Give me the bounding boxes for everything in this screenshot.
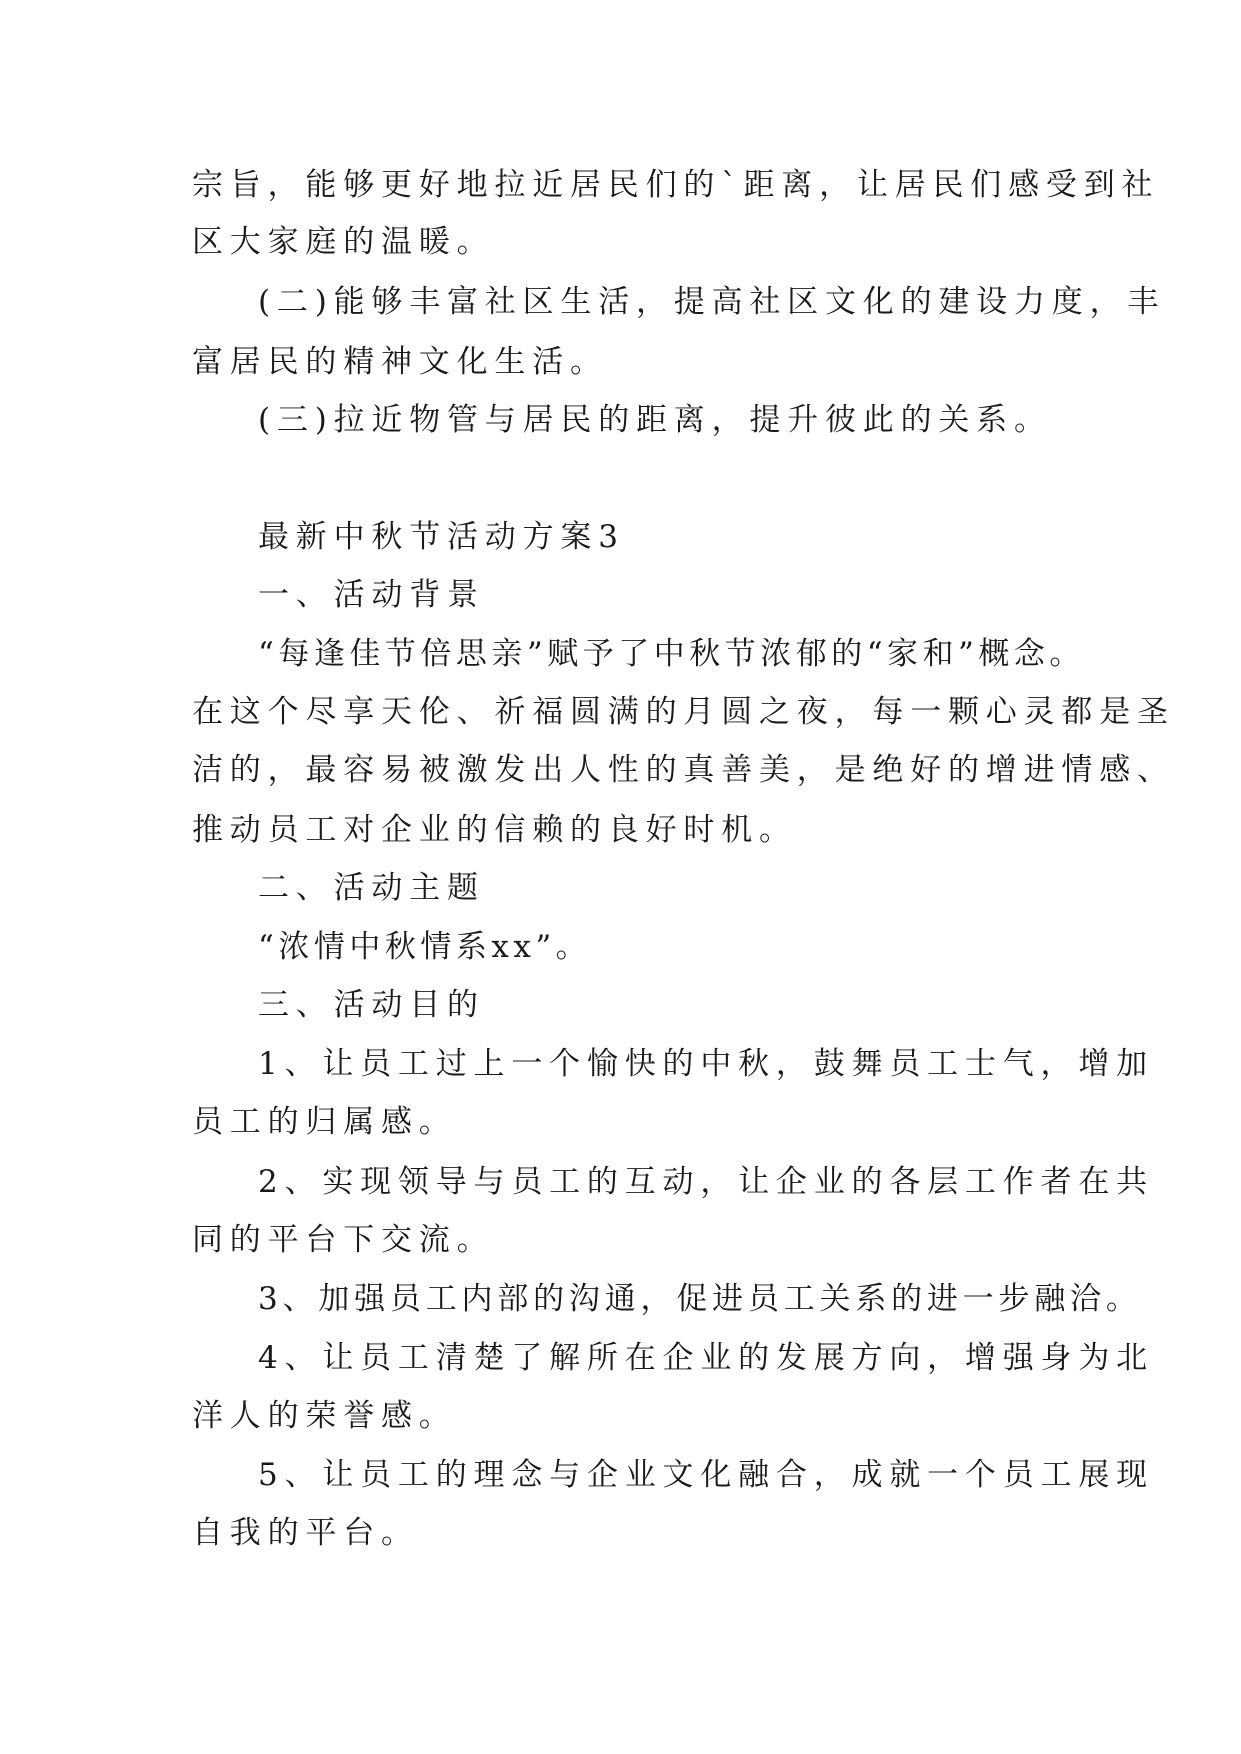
text-line: “浓情中秋情系xx”。 <box>258 929 592 965</box>
list-item: 3、加强员工内部的沟通，促进员工关系的进一步融洽。 <box>258 1281 1142 1317</box>
list-item: 1、让员工过上一个愉快的中秋，鼓舞员工士气，增加 <box>258 1046 1154 1082</box>
text-line: 在这个尽享天伦、祈福圆满的月圆之夜，每一颗心灵都是圣 <box>192 694 1175 730</box>
list-item-continuation: 自我的平台。 <box>192 1515 419 1551</box>
list-item: 4、让员工清楚了解所在企业的发展方向，增强身为北 <box>258 1340 1154 1376</box>
subsection-heading: 一、活动背景 <box>258 577 485 613</box>
section-heading: 最新中秋节活动方案3 <box>258 519 625 555</box>
list-item: 5、让员工的理念与企业文化融合，成就一个员工展现 <box>258 1457 1154 1493</box>
text-line: “每逢佳节倍思亲”赋予了中秋节浓郁的“家和”概念。 <box>258 636 1085 672</box>
subsection-heading: 二、活动主题 <box>258 870 485 906</box>
text-line: 区大家庭的温暖。 <box>192 224 495 260</box>
list-item: 2、实现领导与员工的互动，让企业的各层工作者在共 <box>258 1164 1154 1200</box>
list-item-continuation: 员工的归属感。 <box>192 1104 457 1140</box>
text-line: 宗旨，能够更好地拉近居民们的`距离，让居民们感受到社 <box>192 167 1160 203</box>
list-item-continuation: 同的平台下交流。 <box>192 1222 495 1258</box>
text-line: 富居民的精神文化生活。 <box>192 344 608 380</box>
text-line: 推动员工对企业的信赖的良好时机。 <box>192 812 797 848</box>
text-line: (二)能够丰富社区生活，提高社区文化的建设力度，丰 <box>258 284 1166 320</box>
list-item-continuation: 洋人的荣誉感。 <box>192 1398 457 1434</box>
text-line: 洁的，最容易被激发出人性的真善美，是绝好的增进情感、 <box>192 752 1175 788</box>
subsection-heading: 三、活动目的 <box>258 987 485 1023</box>
text-line: (三)拉近物管与居民的距离，提升彼此的关系。 <box>258 402 1052 438</box>
